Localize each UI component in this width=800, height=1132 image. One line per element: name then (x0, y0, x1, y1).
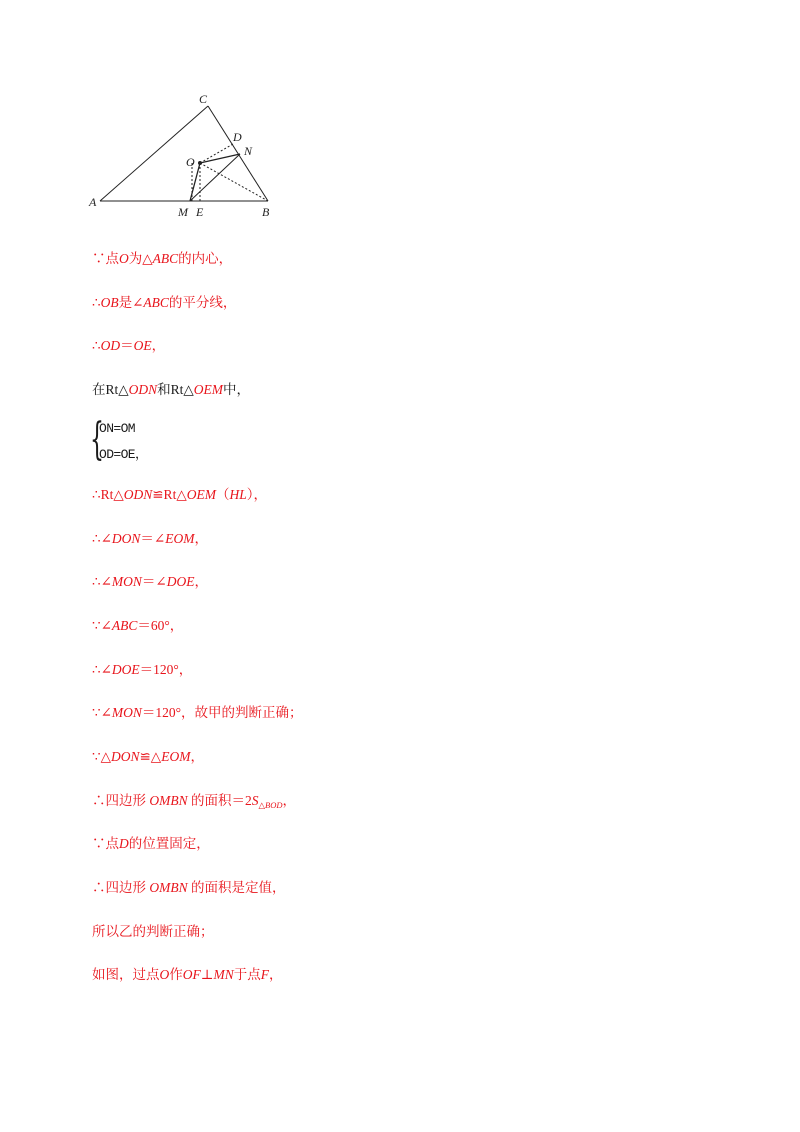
label-m: M (178, 205, 188, 219)
segment-ac (100, 106, 208, 201)
equation-system (90, 414, 210, 465)
proof-line-13: ∴四边形 OMBN 的面积$=2S_{\triangle BOD}$， (92, 793, 297, 810)
proof-line-10: ∴∠DOE＝120°， (92, 662, 193, 677)
triangle-diagram (86, 88, 286, 220)
proof-line-2: ∴OB是∠ABC的平分线， (92, 295, 237, 310)
proof-line-15: ∴四边形 OMBN 的面积是定值， (92, 880, 286, 895)
proof-line-3: ∴OD＝OE， (92, 338, 166, 353)
proof-line-4: 在Rt△ODN和Rt△OEM中， (92, 382, 251, 397)
segment-od-dotted (200, 144, 233, 163)
segment-on (200, 154, 240, 163)
equation-1: ON=OM (99, 421, 136, 436)
equation-2: OD=OE， (99, 446, 148, 462)
segment-mn (190, 154, 240, 201)
proof-line-14: ∵点D的位置固定， (92, 836, 210, 851)
label-n: N (244, 144, 253, 158)
proof-line-11: ∵∠MON＝120°，故甲的判断正确； (92, 705, 303, 720)
proof-line-12: ∵△DON≌△EOM， (92, 749, 204, 764)
segment-cb (208, 106, 268, 201)
proof-line-6: ∴Rt△ODN≌Rt△OEM（HL）， (92, 487, 267, 502)
proof-line-1: ∵点O为△ABC的内心， (92, 251, 233, 266)
proof-line-16: 所以乙的判断正确； (92, 924, 214, 939)
geometry-figure (86, 88, 286, 220)
point-o (198, 161, 202, 165)
label-c: C (199, 92, 208, 106)
label-o: O (186, 155, 195, 169)
proof-line-7: ∴∠DON＝∠EOM， (92, 531, 208, 546)
proof-line-8: ∴∠MON＝∠DOE， (92, 574, 208, 589)
proof-line-17: 如图，过点O作OF⊥MN于点F， (92, 967, 283, 982)
label-a: A (89, 195, 97, 209)
label-d: D (233, 130, 242, 144)
label-b: B (262, 205, 270, 219)
left-brace: { (90, 414, 104, 465)
proof-line-9: ∵∠ABC＝60°， (92, 618, 184, 633)
label-e: E (196, 205, 204, 219)
